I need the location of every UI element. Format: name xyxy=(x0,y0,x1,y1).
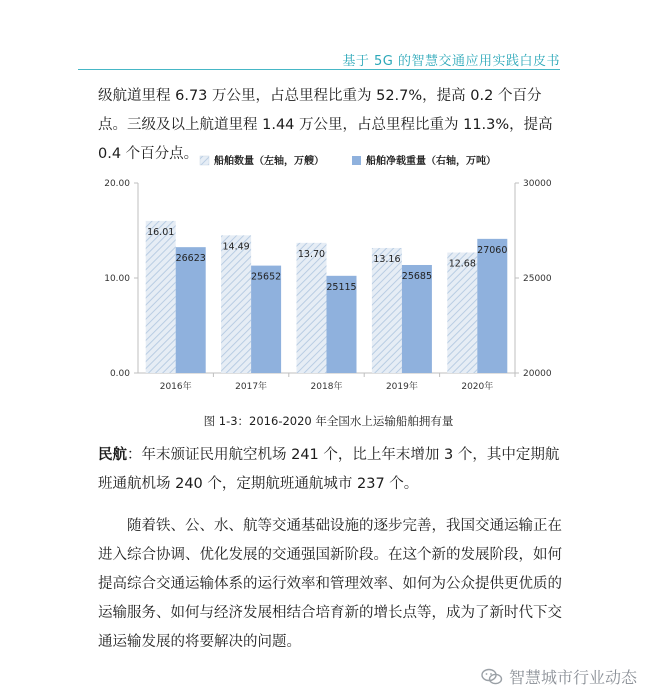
data-label-net-tonnage: 25685 xyxy=(401,270,433,282)
legend-swatch-ship-count xyxy=(200,156,209,165)
x-tick-label: 2017年 xyxy=(235,382,268,392)
x-tick-label: 2020年 xyxy=(461,382,494,392)
x-tick-label: 2018年 xyxy=(310,382,343,392)
bar-ship-count xyxy=(221,235,251,373)
y-left-tick-label: 20.00 xyxy=(104,179,130,189)
y-right-tick-label: 20000 xyxy=(523,369,552,379)
data-label-ship-count: 16.01 xyxy=(147,226,175,238)
paragraph-development: 随着铁、公、水、航等交通基础设施的逐步完善，我国交通运输正在进入综合协调、优化发展的交通强国新阶段。在这个新的发展阶段，如何提高综合交通运输体系的运行效率和管理效率、如何为公众提供更优质的运输服务、如何与经济发展相结合培育新的增长点等，成为了新时代下交通运输发展的将要解决的问题。 xyxy=(98,518,562,650)
y-left-tick-label: 10.00 xyxy=(104,274,130,284)
civil-aviation-text: ：年末颁证民用航空机场 241 个，比上年末增加 3 个，其中定期航班通航机场 240 个，定期航班通航城市 237 个。 xyxy=(98,447,560,492)
bar-net-tonnage xyxy=(176,247,206,373)
y-left-tick-label: 0.00 xyxy=(109,369,130,379)
chart-svg xyxy=(90,148,570,403)
data-label-ship-count: 13.16 xyxy=(373,253,401,265)
legend-label-ship-count: 船舶数量（左轴，万艘） xyxy=(214,156,324,167)
bar-ship-count xyxy=(297,243,327,373)
civil-aviation-label: 民航 xyxy=(98,447,127,463)
x-tick-label: 2019年 xyxy=(385,382,418,392)
x-tick-label: 2016年 xyxy=(159,382,192,392)
data-label-ship-count: 14.49 xyxy=(222,241,250,253)
data-label-net-tonnage: 27060 xyxy=(477,244,508,256)
y-right-tick-label: 25000 xyxy=(523,274,552,284)
watermark-text: 智慧城市行业动态 xyxy=(508,668,637,687)
wechat-icon xyxy=(481,668,503,686)
watermark xyxy=(481,665,637,688)
paragraph-waterway: 级航道里程 6.73 万公里，占总里程比重为 52.7%，提高 0.2 个百分点。三级及以上航道里程 1.44 万公里，占总里程比重为 11.3%，提高 0.4 个百分点。 xyxy=(98,88,553,162)
legend-swatch-net-tonnage xyxy=(352,156,361,165)
paragraph-civil-aviation xyxy=(98,441,564,499)
data-label-net-tonnage: 26623 xyxy=(175,253,206,265)
data-label-net-tonnage: 25652 xyxy=(250,271,282,283)
bar-ship-count xyxy=(146,221,176,373)
ship-ownership-chart xyxy=(90,148,570,403)
bar-ship-count xyxy=(447,253,477,373)
legend-label-net-tonnage: 船舶净载重量（右轴，万吨） xyxy=(366,156,496,167)
bar-net-tonnage xyxy=(477,239,507,373)
page-header-title: 基于 5G 的智慧交通应用实践白皮书 xyxy=(342,54,560,69)
data-label-ship-count: 13.70 xyxy=(297,248,326,260)
y-right-tick-label: 30000 xyxy=(523,179,552,189)
header-rule xyxy=(78,69,560,70)
bar-ship-count xyxy=(372,248,402,373)
data-label-net-tonnage: 25115 xyxy=(326,281,357,293)
figure-caption: 图 1-3：2016-2020 年全国水上运输船舶拥有量 xyxy=(203,414,454,428)
data-label-ship-count: 12.68 xyxy=(448,258,476,270)
